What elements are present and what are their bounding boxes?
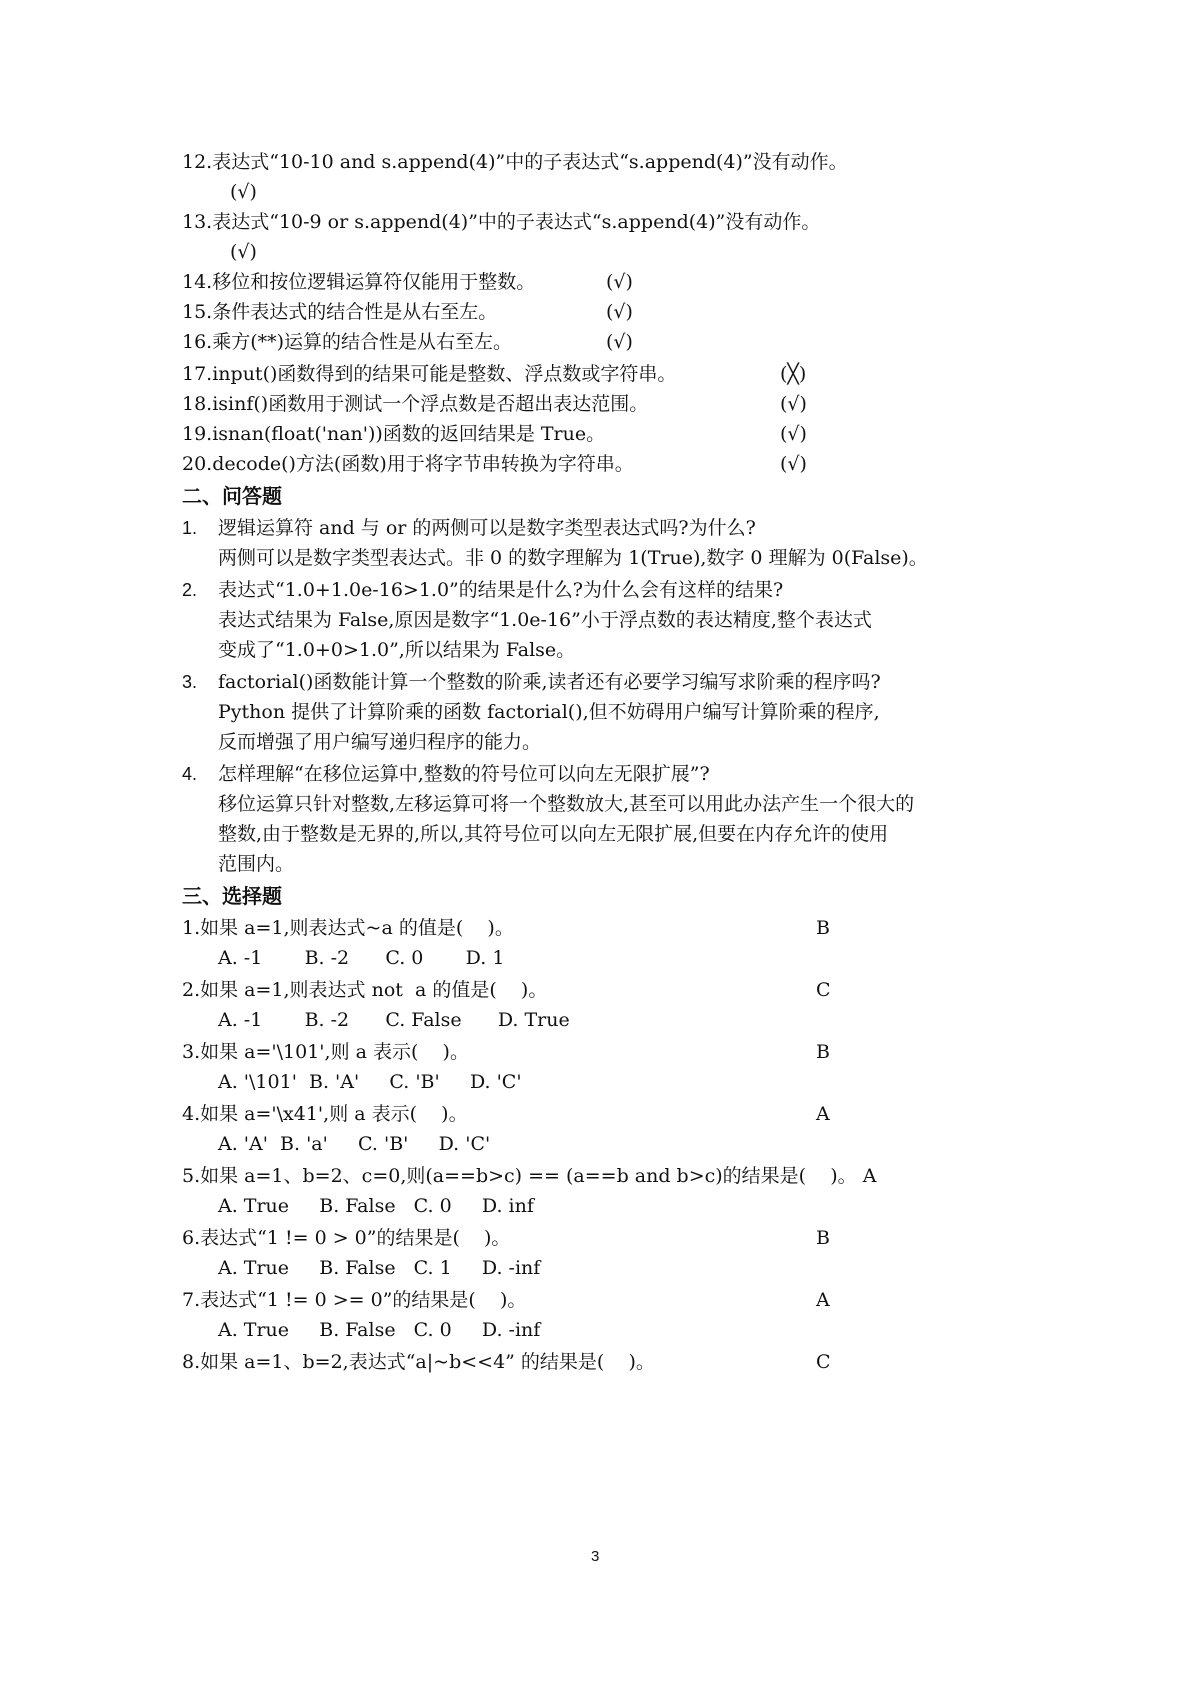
mc-answer: B	[816, 1227, 830, 1249]
mc-question: 6.表达式“1 != 0 > 0”的结果是( )。	[182, 1227, 511, 1249]
qa-number: 4.	[182, 764, 198, 784]
tf-item-15: 15.条件表达式的结合性是从右至左。	[182, 301, 498, 323]
tf-item-17: 17.input()函数得到的结果可能是整数、浮点数或字符串。	[182, 363, 677, 385]
tf-item-19-mark: (√)	[780, 423, 807, 445]
qa-question: 表达式“1.0+1.0e-16>1.0”的结果是什么?为什么会有这样的结果?	[218, 579, 784, 601]
qa-answer: 两侧可以是数字类型表达式。非 0 的数字理解为 1(True),数字 0 理解为 0(False)。	[218, 547, 928, 569]
tf-item-18: 18.isinf()函数用于测试一个浮点数是否超出表达范围。	[182, 393, 649, 415]
page-number: 3	[591, 1548, 600, 1565]
mc-options: A. -1 B. -2 C. 0 D. 1	[218, 947, 505, 969]
section-heading-qa: 二、问答题	[182, 484, 282, 508]
tf-item-12: 12.表达式“10-10 and s.append(4)”中的子表达式“s.append(4)”没有动作。	[182, 151, 848, 173]
tf-item-17-mark: (╳)	[780, 363, 807, 385]
mc-options: A. -1 B. -2 C. False D. True	[218, 1009, 570, 1031]
qa-number: 3.	[182, 672, 198, 692]
tf-item-20: 20.decode()方法(函数)用于将字节串转换为字符串。	[182, 453, 634, 475]
mc-answer: C	[816, 1351, 831, 1373]
tf-item-18-mark: (√)	[780, 393, 807, 415]
tf-item-13: 13.表达式“10-9 or s.append(4)”中的子表达式“s.append(4)”没有动作。	[182, 211, 821, 233]
mc-question: 2.如果 a=1,则表达式 not a 的值是( )。	[182, 979, 548, 1001]
section-heading-choice: 三、选择题	[182, 884, 282, 908]
mc-options: A. '\101' B. 'A' C. 'B' D. 'C'	[218, 1071, 522, 1093]
mc-question: 5.如果 a=1、b=2、c=0,则(a==b>c) == (a==b and b>c)的结果是( )。 A	[182, 1165, 877, 1187]
tf-item-19: 19.isnan(float('nan'))函数的返回结果是 True。	[182, 423, 606, 445]
qa-answer: 范围内。	[218, 853, 295, 875]
tf-item-14: 14.移位和按位逻辑运算符仅能用于整数。	[182, 271, 536, 293]
tf-item-12-mark: (√)	[230, 181, 257, 203]
mc-answer: B	[816, 1041, 830, 1063]
tf-item-15-mark: (√)	[606, 301, 633, 323]
tf-item-16: 16.乘方(**)运算的结合性是从右至左。	[182, 331, 513, 353]
mc-options: A. True B. False C. 1 D. -inf	[218, 1257, 541, 1279]
mc-question: 3.如果 a='\101',则 a 表示( )。	[182, 1041, 469, 1063]
mc-question: 8.如果 a=1、b=2,表达式“a|~b<<4” 的结果是( )。	[182, 1351, 655, 1373]
qa-answer: 整数,由于整数是无界的,所以,其符号位可以向左无限扩展,但要在内存允许的使用	[218, 823, 889, 845]
mc-options: A. 'A' B. 'a' C. 'B' D. 'C'	[218, 1133, 491, 1155]
qa-answer: 移位运算只针对整数,左移运算可将一个整数放大,甚至可以用此办法产生一个很大的	[218, 793, 915, 815]
mc-answer: C	[816, 979, 831, 1001]
mc-options: A. True B. False C. 0 D. -inf	[218, 1319, 541, 1341]
mc-question: 4.如果 a='\x41',则 a 表示( )。	[182, 1103, 468, 1125]
mc-answer: A	[816, 1103, 830, 1125]
qa-question: factorial()函数能计算一个整数的阶乘,读者还有必要学习编写求阶乘的程序吗?	[218, 671, 881, 693]
qa-answer: Python 提供了计算阶乘的函数 factorial(),但不妨碍用户编写计算阶乘的程序,	[218, 701, 880, 723]
qa-question: 怎样理解“在移位运算中,整数的符号位可以向左无限扩展”?	[218, 763, 710, 785]
tf-item-13-mark: (√)	[230, 241, 257, 263]
mc-answer: A	[816, 1289, 830, 1311]
qa-number: 2.	[182, 580, 198, 600]
mc-options: A. True B. False C. 0 D. inf	[218, 1195, 534, 1217]
mc-answer: B	[816, 917, 830, 939]
tf-item-16-mark: (√)	[606, 331, 633, 353]
qa-number: 1.	[182, 518, 198, 538]
qa-answer: 反而增强了用户编写递归程序的能力。	[218, 731, 542, 753]
mc-question: 7.表达式“1 != 0 >= 0”的结果是( )。	[182, 1289, 527, 1311]
mc-question: 1.如果 a=1,则表达式~a 的值是( )。	[182, 917, 514, 939]
qa-answer: 表达式结果为 False,原因是数字“1.0e-16”小于浮点数的表达精度,整个表达式	[218, 609, 872, 631]
qa-answer: 变成了“1.0+0>1.0”,所以结果为 False。	[218, 639, 576, 661]
tf-item-20-mark: (√)	[780, 453, 807, 475]
qa-question: 逻辑运算符 and 与 or 的两侧可以是数字类型表达式吗?为什么?	[218, 517, 756, 539]
tf-item-14-mark: (√)	[606, 271, 633, 293]
